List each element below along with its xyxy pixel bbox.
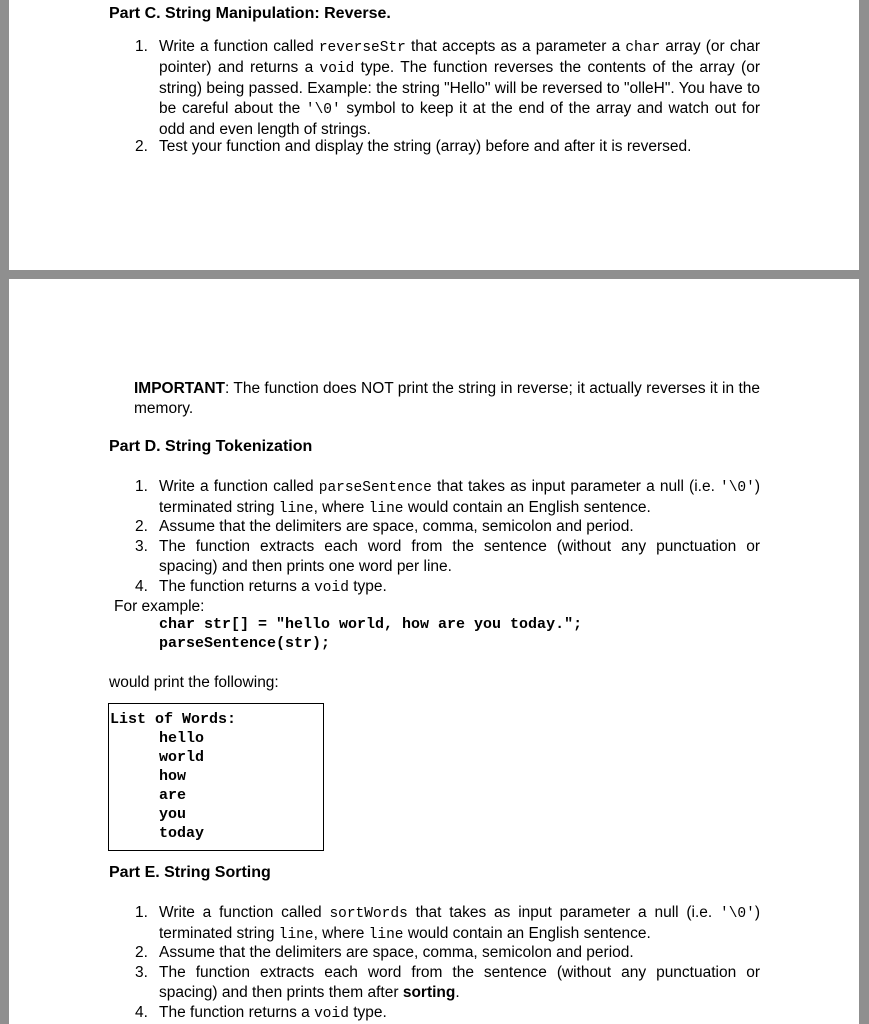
list-number: 2. (135, 944, 148, 961)
code-line: char str[] = "hello world, how are you today."; (159, 616, 583, 633)
list-item: Assume that the delimiters are space, comma, semicolon and period. (159, 518, 634, 535)
output-word: how (159, 768, 187, 785)
list-item: The function returns a void type. (159, 1004, 387, 1022)
list-item: The function returns a void type. (159, 578, 387, 596)
list-number: 4. (135, 578, 148, 595)
output-word: world (159, 749, 205, 766)
output-header: List of Words: (110, 711, 237, 728)
list-number: 3. (135, 538, 148, 555)
output-word: are (159, 787, 187, 804)
for-example-label: For example: (114, 598, 205, 615)
output-word: you (159, 806, 187, 823)
part-c-title: Part C. String Manipulation: Reverse. (109, 5, 391, 22)
output-word: hello (159, 730, 205, 747)
part-e-title: Part E. String Sorting (109, 864, 271, 881)
list-number: 1. (135, 904, 148, 921)
part-d-title: Part D. String Tokenization (109, 438, 313, 455)
list-item: The function extracts each word from the sentence (without any punctuation or spacing) and then prints one word per line. (159, 538, 760, 575)
list-number: 2. (135, 518, 148, 535)
list-number: 1. (135, 478, 148, 495)
important-note: IMPORTANT: The function does NOT print the string in reverse; it actually reverses it in the memory. (134, 380, 760, 417)
document-page-1 (9, 0, 859, 270)
list-item: Test your function and display the string (array) before and after it is reversed. (159, 138, 692, 155)
list-number: 3. (135, 964, 148, 981)
document-page-2 (9, 279, 859, 1024)
list-number: 4. (135, 1004, 148, 1021)
list-item: Write a function called sortWords that takes as input parameter a null (i.e. '\0') terminated string line, where line would contain an English sentence. (159, 904, 760, 943)
would-print-label: would print the following: (109, 674, 279, 691)
list-number: 2. (135, 138, 148, 155)
list-item: Write a function called parseSentence that takes as input parameter a null (i.e. '\0') terminated string line, where line would contain an English sentence. (159, 478, 760, 517)
list-number: 1. (135, 38, 148, 55)
list-item: The function extracts each word from the sentence (without any punctuation or spacing) and then prints them after sorting. (159, 964, 760, 1001)
list-item: Write a function called reverseStr that accepts as a parameter a char array (or char pointer) and returns a void type. The function reverses the contents of the array (or string) being passed. Example: the string "Hello" will be reversed to "olleH". You have to be careful about the '\0' symbol to keep it at the end of the array and watch out for odd and even length of strings. (159, 38, 760, 138)
list-item: Assume that the delimiters are space, comma, semicolon and period. (159, 944, 634, 961)
code-line: parseSentence(str); (159, 635, 331, 652)
output-word: today (159, 825, 205, 842)
